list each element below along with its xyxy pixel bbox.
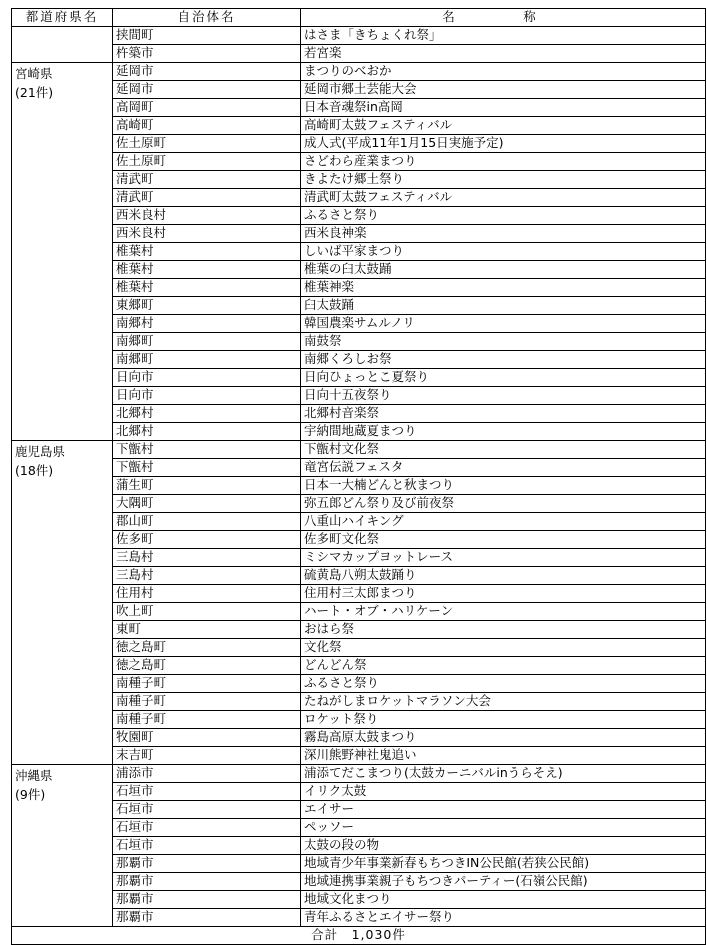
municipality-cell: 清武町 xyxy=(113,171,301,189)
table-row xyxy=(12,189,706,207)
table-row xyxy=(12,891,706,909)
table-body xyxy=(12,27,706,927)
table-row xyxy=(12,405,706,423)
municipality-cell: 石垣市 xyxy=(113,783,301,801)
event-name-cell: たねがしまロケットマラソン大会 xyxy=(301,693,706,711)
table-row xyxy=(12,837,706,855)
event-name-cell: 西米良神楽 xyxy=(301,225,706,243)
municipality-cell: 牧園町 xyxy=(113,729,301,747)
event-name-cell: 臼太鼓踊 xyxy=(301,297,706,315)
event-name-cell: 太鼓の段の物 xyxy=(301,837,706,855)
event-name-cell: ふるさと祭り xyxy=(301,207,706,225)
table-row xyxy=(12,243,706,261)
event-name-cell: きよたけ郷土祭り xyxy=(301,171,706,189)
prefecture-cell xyxy=(12,441,113,765)
municipality-cell: 高崎町 xyxy=(113,117,301,135)
prefecture-count: (9件) xyxy=(15,787,46,802)
event-name-cell: 宇納間地蔵夏まつり xyxy=(301,423,706,441)
event-name-cell: 弥五郎どん祭り及び前夜祭 xyxy=(301,495,706,513)
event-name-cell: 椎葉神楽 xyxy=(301,279,706,297)
municipality-cell: 南郷村 xyxy=(113,315,301,333)
event-name-cell: 南鼓祭 xyxy=(301,333,706,351)
prefecture-name: 宮崎県 xyxy=(15,66,53,81)
event-name-cell: 成人式(平成11年1月15日実施予定) xyxy=(301,135,706,153)
table-row xyxy=(12,63,706,81)
table-row xyxy=(12,819,706,837)
municipality-cell: 郡山町 xyxy=(113,513,301,531)
municipality-cell: 延岡市 xyxy=(113,81,301,99)
municipality-cell: 東郷町 xyxy=(113,297,301,315)
event-name-cell: 竜宮伝説フェスタ xyxy=(301,459,706,477)
municipality-cell: 那覇市 xyxy=(113,891,301,909)
municipality-cell: 浦添市 xyxy=(113,765,301,783)
event-name-cell: 椎葉の臼太鼓踊 xyxy=(301,261,706,279)
municipality-cell: 石垣市 xyxy=(113,801,301,819)
municipality-cell: 南種子町 xyxy=(113,693,301,711)
event-name-cell: 日向ひょっとこ夏祭り xyxy=(301,369,706,387)
event-name-cell: 延岡市郷土芸能大会 xyxy=(301,81,706,99)
table-row xyxy=(12,693,706,711)
table-row xyxy=(12,639,706,657)
event-name-cell: さどわら産業まつり xyxy=(301,153,706,171)
table-row xyxy=(12,873,706,891)
municipality-cell: 三島村 xyxy=(113,549,301,567)
municipality-cell: 蒲生町 xyxy=(113,477,301,495)
municipality-cell: 東町 xyxy=(113,621,301,639)
table-row xyxy=(12,369,706,387)
table-row xyxy=(12,171,706,189)
event-name-cell: エイサー xyxy=(301,801,706,819)
municipality-cell: 杵築市 xyxy=(113,45,301,63)
total-cell: 合計 1,030件 xyxy=(12,927,706,945)
event-name-cell: 地域青少年事業新春もちつきIN公民館(若狭公民館) xyxy=(301,855,706,873)
event-name-cell: ミシマカップヨットレース xyxy=(301,549,706,567)
municipality-cell: 佐多町 xyxy=(113,531,301,549)
header-row xyxy=(12,9,706,27)
event-name-cell: 韓国農楽サムルノリ xyxy=(301,315,706,333)
table-row xyxy=(12,117,706,135)
table-row xyxy=(12,567,706,585)
prefecture-cell xyxy=(12,63,113,441)
event-name-cell: 住用村三太郎まつり xyxy=(301,585,706,603)
table-row xyxy=(12,585,706,603)
municipality-cell: 大隅町 xyxy=(113,495,301,513)
table-row xyxy=(12,135,706,153)
municipality-cell: 清武町 xyxy=(113,189,301,207)
table-row xyxy=(12,81,706,99)
municipality-cell: 挟間町 xyxy=(113,27,301,45)
municipality-cell: 下甑村 xyxy=(113,459,301,477)
municipality-cell: 佐土原町 xyxy=(113,135,301,153)
event-name-cell: はさま「きちょくれ祭」 xyxy=(301,27,706,45)
table-row xyxy=(12,711,706,729)
table-row xyxy=(12,603,706,621)
prefecture-name: 鹿児島県 xyxy=(15,444,66,459)
event-name-cell: 日本一大楠どんと秋まつり xyxy=(301,477,706,495)
municipality-cell: 椎葉村 xyxy=(113,243,301,261)
festival-table xyxy=(11,8,706,945)
event-name-cell: 高崎町太鼓フェスティバル xyxy=(301,117,706,135)
table-row xyxy=(12,27,706,45)
table-row xyxy=(12,495,706,513)
table-row xyxy=(12,729,706,747)
municipality-cell: 北郷村 xyxy=(113,423,301,441)
prefecture-count: (21件) xyxy=(15,85,54,100)
municipality-cell: 那覇市 xyxy=(113,873,301,891)
municipality-cell: 石垣市 xyxy=(113,819,301,837)
municipality-cell: 南郷町 xyxy=(113,351,301,369)
event-name-cell: 青年ふるさとエイサー祭り xyxy=(301,909,706,927)
municipality-cell: 椎葉村 xyxy=(113,261,301,279)
municipality-cell: 西米良村 xyxy=(113,207,301,225)
event-name-cell: ロケット祭り xyxy=(301,711,706,729)
table-row xyxy=(12,261,706,279)
municipality-cell: 高岡町 xyxy=(113,99,301,117)
table-row xyxy=(12,855,706,873)
municipality-cell: 南郷町 xyxy=(113,333,301,351)
event-name-cell: 若宮楽 xyxy=(301,45,706,63)
event-name-cell: イリク太鼓 xyxy=(301,783,706,801)
table-row xyxy=(12,279,706,297)
event-name-cell: 下甑村文化祭 xyxy=(301,441,706,459)
table-row xyxy=(12,801,706,819)
event-name-cell: 佐多町文化祭 xyxy=(301,531,706,549)
municipality-cell: 日向市 xyxy=(113,387,301,405)
table-row xyxy=(12,621,706,639)
table-row xyxy=(12,783,706,801)
municipality-cell: 西米良村 xyxy=(113,225,301,243)
event-name-cell: まつりのべおか xyxy=(301,63,706,81)
municipality-cell: 徳之島町 xyxy=(113,657,301,675)
header-name: 名 称 xyxy=(301,9,706,27)
table-row xyxy=(12,765,706,783)
table-row xyxy=(12,333,706,351)
municipality-cell: 南種子町 xyxy=(113,711,301,729)
table-row xyxy=(12,909,706,927)
municipality-cell: 北郷村 xyxy=(113,405,301,423)
event-name-cell: 清武町太鼓フェスティバル xyxy=(301,189,706,207)
municipality-cell: 徳之島町 xyxy=(113,639,301,657)
municipality-cell: 佐土原町 xyxy=(113,153,301,171)
municipality-cell: 椎葉村 xyxy=(113,279,301,297)
table-row xyxy=(12,549,706,567)
event-name-cell: ペッソー xyxy=(301,819,706,837)
table-row xyxy=(12,459,706,477)
municipality-cell: 住用村 xyxy=(113,585,301,603)
event-name-cell: 八重山ハイキング xyxy=(301,513,706,531)
prefecture-count: (18件) xyxy=(15,463,54,478)
event-name-cell: どんどん祭 xyxy=(301,657,706,675)
event-name-cell: 日向十五夜祭り xyxy=(301,387,706,405)
table-row xyxy=(12,45,706,63)
event-name-cell: 南郷くろしお祭 xyxy=(301,351,706,369)
municipality-cell: 吹上町 xyxy=(113,603,301,621)
prefecture-name: 沖縄県 xyxy=(15,768,53,783)
municipality-cell: 三島村 xyxy=(113,567,301,585)
table-row xyxy=(12,351,706,369)
table-row xyxy=(12,99,706,117)
table-row xyxy=(12,657,706,675)
event-name-cell: 深川熊野神社鬼追い xyxy=(301,747,706,765)
municipality-cell: 石垣市 xyxy=(113,837,301,855)
event-name-cell: おはら祭 xyxy=(301,621,706,639)
event-name-cell: 地域連携事業親子もちつきパーティー(石嶺公民館) xyxy=(301,873,706,891)
event-name-cell: ハート・オブ・ハリケーン xyxy=(301,603,706,621)
event-name-cell: しいば平家まつり xyxy=(301,243,706,261)
header-prefecture: 都道府県名 xyxy=(12,9,113,27)
municipality-cell: 日向市 xyxy=(113,369,301,387)
event-name-cell: 浦添てだこまつり(太鼓カーニバルinうらそえ) xyxy=(301,765,706,783)
table-row xyxy=(12,675,706,693)
event-name-cell: 霧島高原太鼓まつり xyxy=(301,729,706,747)
event-name-cell: ふるさと祭り xyxy=(301,675,706,693)
municipality-cell: 末吉町 xyxy=(113,747,301,765)
event-name-cell: 硫黄島八朔太鼓踊り xyxy=(301,567,706,585)
table-row xyxy=(12,477,706,495)
total-row xyxy=(12,927,706,945)
table-row xyxy=(12,423,706,441)
table-row xyxy=(12,531,706,549)
table-row xyxy=(12,297,706,315)
event-name-cell: 北郷村音楽祭 xyxy=(301,405,706,423)
event-name-cell: 日本音魂祭in高岡 xyxy=(301,99,706,117)
table-row xyxy=(12,315,706,333)
prefecture-cell xyxy=(12,765,113,927)
table-row xyxy=(12,747,706,765)
municipality-cell: 延岡市 xyxy=(113,63,301,81)
header-municipality: 自治体名 xyxy=(113,9,301,27)
municipality-cell: 下甑村 xyxy=(113,441,301,459)
event-name-cell: 地域文化まつり xyxy=(301,891,706,909)
table-row xyxy=(12,153,706,171)
table-row xyxy=(12,513,706,531)
prefecture-cell xyxy=(12,27,113,63)
municipality-cell: 那覇市 xyxy=(113,909,301,927)
table-row xyxy=(12,441,706,459)
event-name-cell: 文化祭 xyxy=(301,639,706,657)
table-row xyxy=(12,207,706,225)
table-row xyxy=(12,225,706,243)
municipality-cell: 那覇市 xyxy=(113,855,301,873)
municipality-cell: 南種子町 xyxy=(113,675,301,693)
table-row xyxy=(12,387,706,405)
